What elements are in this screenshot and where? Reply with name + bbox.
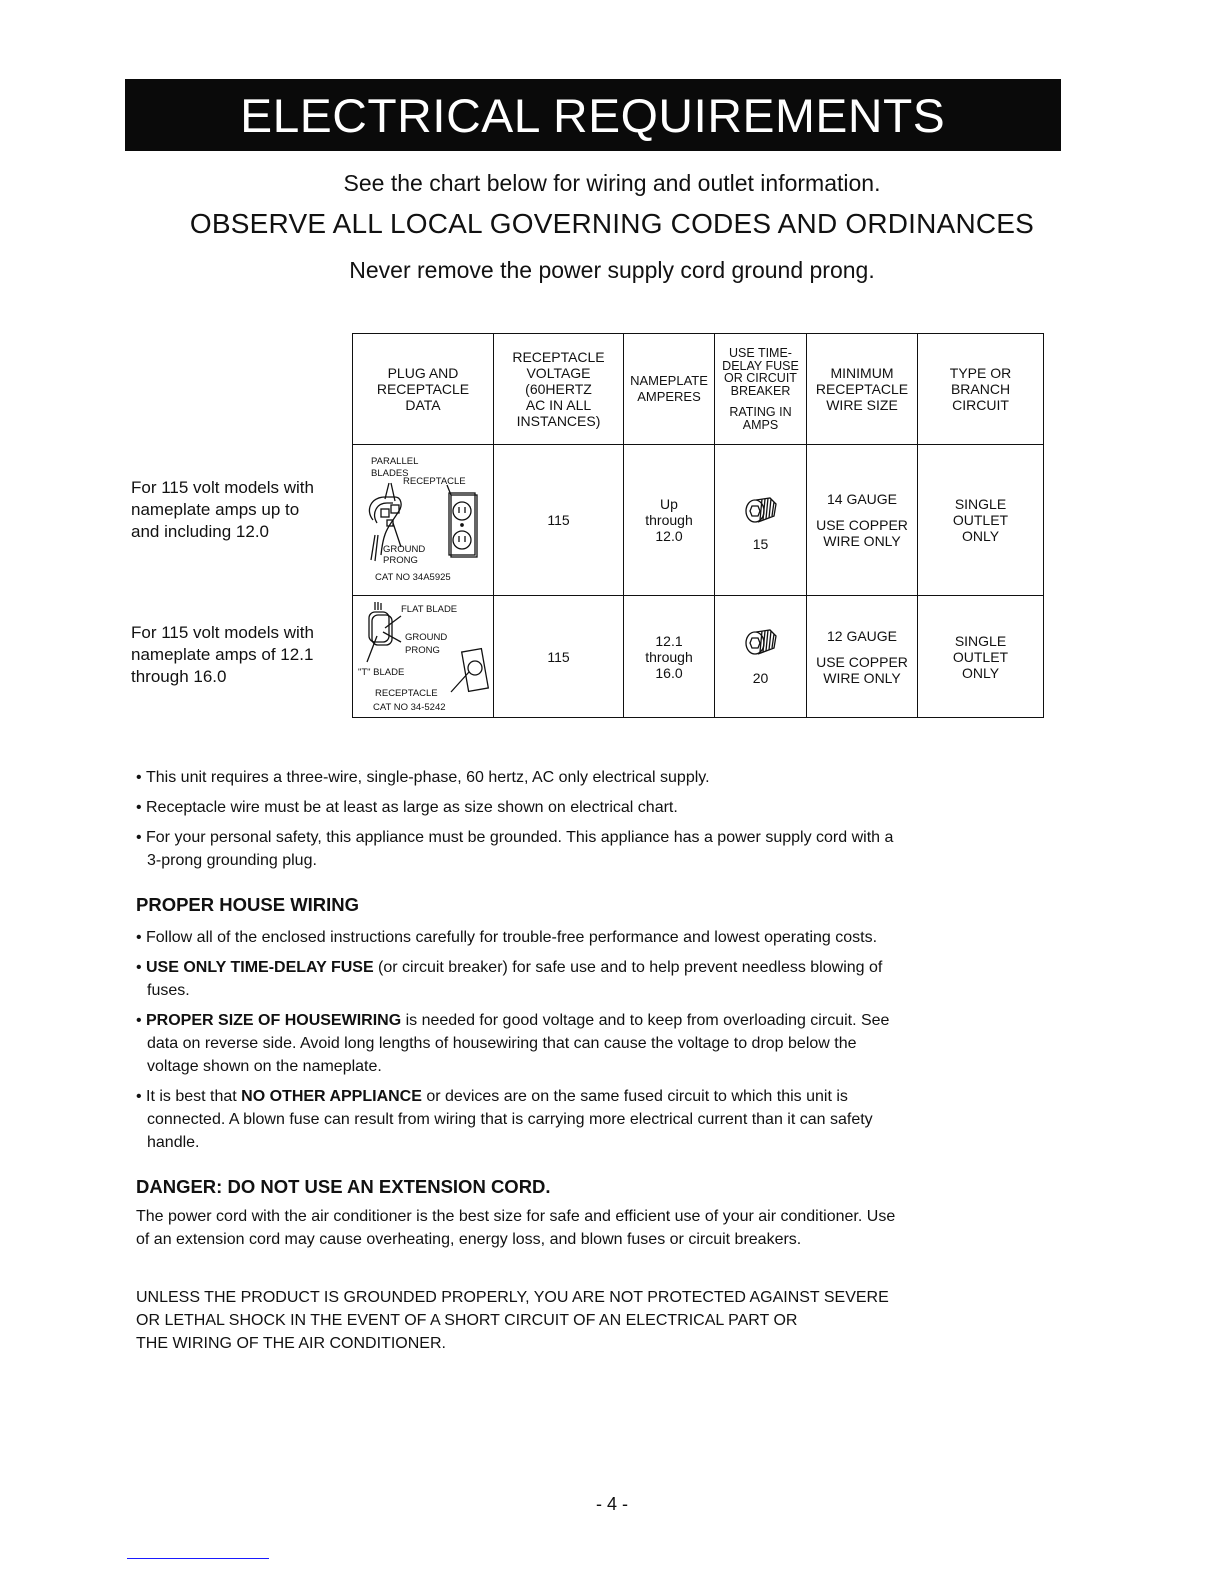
intro-line-codes: OBSERVE ALL LOCAL GOVERNING CODES AND ORDINANCES [189,208,1035,239]
wire-gauge: 12 GAUGE [826,627,898,644]
header-line: RECEPTACLE [376,381,470,397]
row-label-line: For 115 volt models with [131,478,314,497]
intro-line-ground-prong: Never remove the power supply cord ground prong. [349,257,875,283]
bullet-time-delay-fuse [136,956,1066,1002]
header-line: RECEPTACLE [815,381,909,397]
header-fuse-rating [715,334,807,445]
bullet-no-other-appliance [136,1085,1066,1154]
cell-voltage: 115 [494,445,624,596]
amperes-line: Up [660,496,678,512]
heading-proper-house-wiring: PROPER HOUSE WIRING [136,894,360,915]
header-line: NAMEPLATE [630,373,708,388]
diagram-label: RECEPTACLE [375,688,438,699]
fuse-rating-value: 20 [752,669,769,686]
warning-line: THE WIRING OF THE AIR CONDITIONER. [136,1335,446,1352]
page-title: ELECTRICAL REQUIREMENTS [240,88,946,142]
wire-note: WIRE ONLY [823,533,901,549]
header-line: BREAKER [730,383,791,398]
table-row [353,445,1044,596]
header-line: TYPE OR [949,365,1012,381]
bullet-text: This unit requires a three-wire, single-phase, 60 hertz, AC only electrical supply. [146,769,710,786]
cell-circuit-type [918,596,1044,718]
circuit-line: SINGLE [954,496,1007,512]
bullet-text-continued: 3-prong grounding plug. [147,852,317,869]
warning-line: UNLESS THE PRODUCT IS GROUNDED PROPERLY, YOU ARE NOT PROTECTED AGAINST SEVERE [136,1289,889,1306]
bullet-text-continued: fuses. [147,982,190,999]
header-line: DATA [405,397,441,413]
bullet-follow-instructions [136,926,1066,949]
fuse-rating-value: 15 [752,536,769,552]
bullet-icon: • [136,1012,142,1029]
bullet-icon: • [136,829,142,846]
diagram-label: RECEPTACLE [403,476,466,487]
grounding-warning [136,1286,1066,1355]
cell-circuit-type [918,445,1044,596]
bullet-three-wire [136,766,1066,789]
bullet-text-continued: voltage shown on the nameplate. [147,1058,382,1075]
wire-gauge: 14 GAUGE [826,491,898,507]
diagram-label: GROUND [405,632,448,643]
plug-diagram-parallel-blades [353,445,494,596]
cell-fuse-rating [715,445,807,596]
header-line: INSTANCES) [516,413,601,429]
bullet-emphasis: USE ONLY TIME-DELAY FUSE [146,959,374,976]
diagram-label: "T" BLADE [358,667,405,678]
header-line: VOLTAGE [526,365,591,381]
cell-wire-size [807,596,918,718]
header-line: (60HERTZ [525,381,592,397]
bullet-grounding [136,826,1066,872]
header-line: CIRCUIT [952,397,1009,413]
amperes-line: 16.0 [655,664,683,681]
header-line: RECEPTACLE [512,349,605,365]
cell-wire-size [807,445,918,596]
wire-note: WIRE ONLY [823,669,901,686]
bullet-text: Receptacle wire must be at least as large as size shown on electrical chart. [146,799,678,816]
bullet-icon: • [136,929,142,946]
danger-paragraph [136,1205,1066,1251]
row-label-line: For 115 volt models with [131,623,314,642]
circuit-line: SINGLE [954,632,1007,649]
header-line: RATING IN [729,405,792,419]
row-label-line: nameplate amps up to [131,500,300,519]
bullet-icon: • [136,769,142,786]
header-line: DELAY FUSE [722,358,799,373]
row-label-12-to-16 [131,622,346,688]
amperes-line: through [645,648,693,665]
bullet-text-continued: handle. [147,1134,200,1151]
diagram-label: PRONG [405,645,440,656]
bullet-text: is needed for good voltage and to keep from overloading circuit. See [401,1012,890,1029]
diagram-label: FLAT BLADE [401,604,458,615]
header-line: USE TIME- [729,346,792,360]
header-line: AMPS [742,417,779,432]
bullet-housewiring-size [136,1009,1066,1078]
header-line: PLUG AND [387,365,459,381]
table-row [353,596,1044,718]
amperes-line: 12.0 [655,528,683,544]
header-line: AMPERES [637,389,701,404]
cell-amperes [624,596,715,718]
warning-line: OR LETHAL SHOCK IN THE EVENT OF A SHORT CIRCUIT OF AN ELECTRICAL PART OR [136,1312,798,1329]
cell-voltage: 115 [494,596,624,718]
electrical-requirements-table [352,333,1044,718]
fuse-icon [744,628,778,658]
amperes-line: through [645,512,693,528]
bullet-text-continued: connected. A blown fuse can result from wiring that is carrying more electrical current than it can safety [147,1111,873,1128]
plug-diagram-t-blade [353,596,494,718]
page-title-banner [125,79,1061,151]
row-label-line: through 16.0 [131,667,227,686]
plug-t-blade-icon [361,600,491,695]
bullet-receptacle-wire [136,796,1066,819]
bullet-text: (or circuit breaker) for safe use and to help prevent needless blowing of [373,959,883,976]
cell-fuse-rating [715,596,807,718]
plug-parallel-blades-icon [363,475,483,570]
row-label-line: and including 12.0 [131,522,270,541]
header-line: MINIMUM [830,365,894,381]
header-line: AC IN ALL [525,397,592,413]
intro-line-chart: See the chart below for wiring and outlet information. [343,170,881,196]
catalog-number: CAT NO 34A5925 [375,572,451,583]
amperes-line: 12.1 [655,632,683,649]
paragraph-line: of an extension cord may cause overheating, energy loss, and blown fuses or circuit breakers. [136,1231,802,1248]
diagram-label: GROUND [383,544,426,555]
diagram-label: PARALLEL [371,456,419,467]
header-plug-data [353,334,494,445]
bullet-emphasis: PROPER SIZE OF HOUSEWIRING [146,1012,402,1029]
bullet-text: It is best that [146,1088,242,1105]
header-line: WIRE SIZE [826,397,898,413]
header-receptacle-voltage [494,334,624,445]
page-number: - 4 - [595,1494,628,1514]
bullet-icon: • [136,799,142,816]
row-label-up-to-12 [131,477,346,543]
header-wire-size [807,334,918,445]
circuit-line: OUTLET [952,648,1009,665]
wire-note: USE COPPER [816,653,908,670]
heading-danger-extension-cord: DANGER: DO NOT USE AN EXTENSION CORD. [136,1176,551,1197]
table-header-row [353,334,1044,445]
paragraph-line: The power cord with the air conditioner is the best size for safe and efficient use of your air conditioner. Use [136,1208,896,1225]
diagram-label: PRONG [383,555,418,566]
header-nameplate-amperes [624,334,715,445]
bullet-text: or devices are on the same fused circuit to which this unit is [421,1088,848,1105]
bullet-text: For your personal safety, this appliance must be grounded. This appliance has a power supply cord with a [146,829,894,846]
bullet-text: Follow all of the enclosed instructions carefully for trouble-free performance and lowest operating costs. [146,929,878,946]
header-line: BRANCH [950,381,1011,397]
header-branch-circuit [918,334,1044,445]
circuit-line: ONLY [961,664,1000,681]
diagram-label: BLADES [371,468,409,479]
footer-rule [127,1558,269,1559]
cell-amperes [624,445,715,596]
bullet-emphasis: NO OTHER APPLIANCE [241,1088,422,1105]
circuit-line: ONLY [961,528,1000,544]
wire-note: USE COPPER [816,517,908,533]
bullet-icon: • [136,1088,142,1105]
header-line: OR CIRCUIT [724,371,797,385]
catalog-number: CAT NO 34-5242 [373,702,446,713]
bullet-icon: • [136,959,142,976]
fuse-icon [744,496,778,526]
row-label-line: nameplate amps of 12.1 [131,645,314,664]
bullet-text-continued: data on reverse side. Avoid long lengths of housewiring that can cause the voltage to drop below the [147,1035,857,1052]
circuit-line: OUTLET [952,512,1009,528]
